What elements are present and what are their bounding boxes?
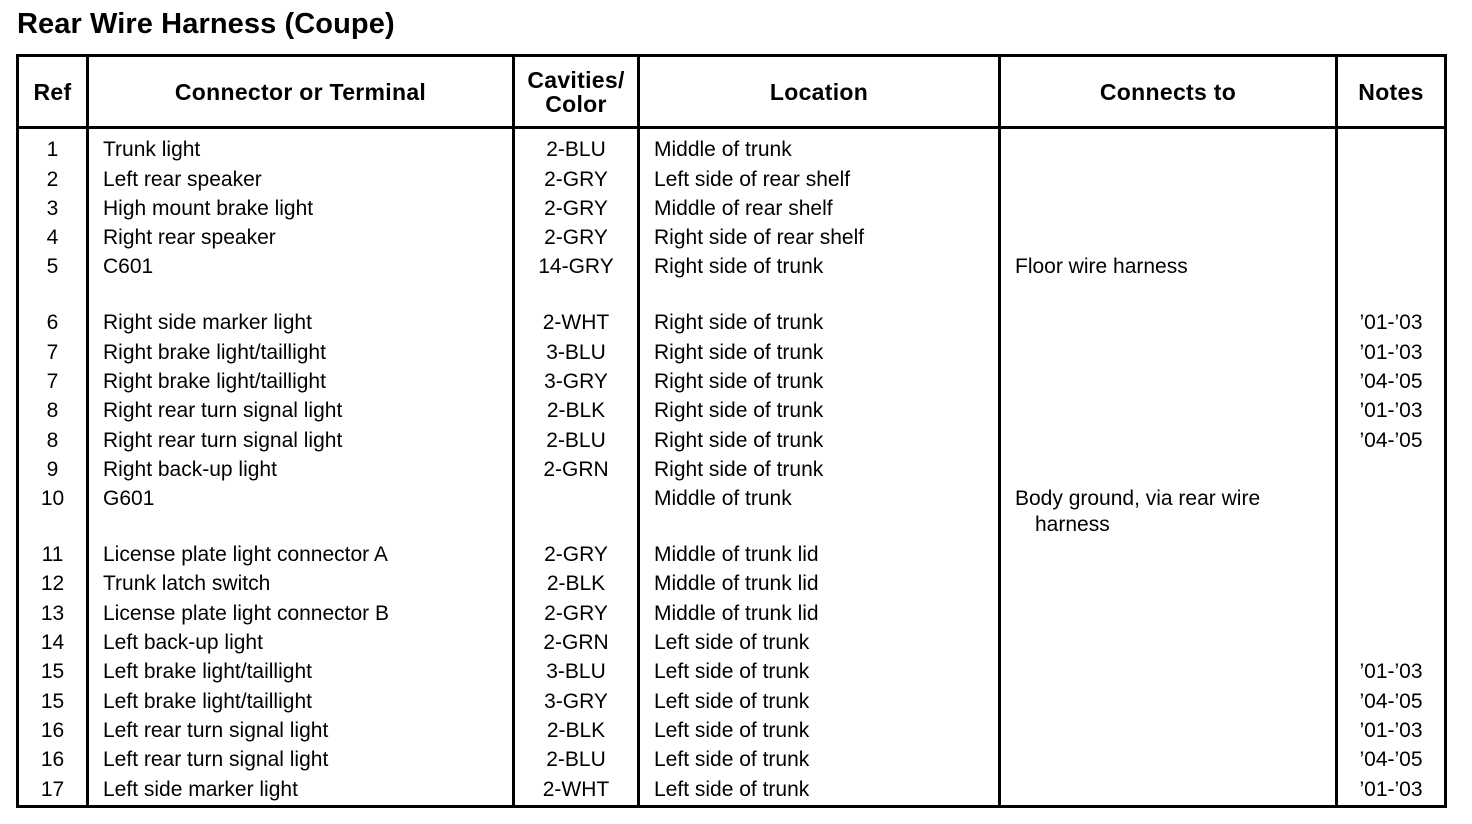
location-cell: Left side of trunk [639, 716, 1000, 745]
notes-cell [1337, 223, 1446, 252]
location-cell: Left side of trunk [639, 745, 1000, 774]
connector-cell: High mount brake light [88, 194, 514, 223]
connector-cell: License plate light connector A [88, 540, 514, 569]
cavities-cell [514, 484, 639, 540]
table-row [18, 426, 1446, 455]
table-row [18, 484, 1446, 540]
cavities-cell: 3-BLU [514, 338, 639, 367]
cavities-cell: 2-GRY [514, 165, 639, 194]
ref-cell: 13 [18, 599, 88, 628]
table-row [18, 599, 1446, 628]
column-header-cavities-line2: Color [545, 90, 607, 117]
ref-cell: 16 [18, 745, 88, 774]
ref-cell: 4 [18, 223, 88, 252]
connects-to-cell [1000, 367, 1337, 396]
cavities-cell: 2-WHT [514, 308, 639, 337]
cavities-cell: 2-GRY [514, 223, 639, 252]
location-cell: Right side of trunk [639, 308, 1000, 337]
connector-cell: Left side marker light [88, 775, 514, 807]
notes-cell [1337, 128, 1446, 165]
connects-to-cell [1000, 194, 1337, 223]
ref-cell: 16 [18, 716, 88, 745]
connects-to-cell [1000, 426, 1337, 455]
column-header-notes: Notes [1337, 56, 1446, 128]
column-header-cavities [514, 56, 639, 128]
notes-cell: ’01-’03 [1337, 338, 1446, 367]
table-row [18, 657, 1446, 686]
location-cell: Right side of rear shelf [639, 223, 1000, 252]
location-cell: Right side of trunk [639, 338, 1000, 367]
ref-cell: 3 [18, 194, 88, 223]
connector-cell: Left rear speaker [88, 165, 514, 194]
location-cell: Middle of trunk lid [639, 569, 1000, 598]
notes-cell: ’01-’03 [1337, 716, 1446, 745]
cavities-cell: 2-GRN [514, 628, 639, 657]
column-header-cavities-line1: Cavities/ [527, 66, 625, 93]
table-row [18, 569, 1446, 598]
location-cell: Middle of rear shelf [639, 194, 1000, 223]
connector-cell: Right back-up light [88, 455, 514, 484]
connects-to-cell [1000, 223, 1337, 252]
table-row [18, 194, 1446, 223]
location-cell: Left side of trunk [639, 657, 1000, 686]
table-row [18, 687, 1446, 716]
location-cell: Right side of trunk [639, 367, 1000, 396]
connects-to-text: Body ground, via rear wire [1015, 487, 1261, 511]
table-row [18, 716, 1446, 745]
page-title: Rear Wire Harness (Coupe) [17, 8, 395, 40]
connects-to-cell [1000, 455, 1337, 484]
notes-cell [1337, 252, 1446, 308]
connects-to-cell [1000, 540, 1337, 569]
connects-to-cell [1000, 165, 1337, 194]
notes-cell: ’01-’03 [1337, 775, 1446, 807]
table-row [18, 308, 1446, 337]
connector-cell: Left back-up light [88, 628, 514, 657]
connector-cell: Right side marker light [88, 308, 514, 337]
location-cell: Left side of trunk [639, 628, 1000, 657]
location-cell: Right side of trunk [639, 252, 1000, 308]
notes-cell [1337, 599, 1446, 628]
ref-cell: 15 [18, 687, 88, 716]
ref-cell: 10 [18, 484, 88, 540]
location-cell: Left side of trunk [639, 775, 1000, 807]
cavities-cell: 2-BLU [514, 745, 639, 774]
connector-cell: Right brake light/taillight [88, 367, 514, 396]
cavities-cell: 2-BLK [514, 569, 639, 598]
cavities-cell: 2-BLU [514, 128, 639, 165]
connects-to-continuation: harness [1035, 513, 1110, 537]
connects-to-cell [1000, 657, 1337, 686]
notes-cell [1337, 455, 1446, 484]
location-cell: Middle of trunk lid [639, 540, 1000, 569]
column-header-ref: Ref [18, 56, 88, 128]
connects-to-cell [1000, 628, 1337, 657]
notes-cell: ’04-’05 [1337, 687, 1446, 716]
connector-cell: G601 [88, 484, 514, 540]
connects-to-cell [1000, 308, 1337, 337]
cavities-cell: 2-GRY [514, 540, 639, 569]
connector-cell: Right rear turn signal light [88, 426, 514, 455]
notes-cell [1337, 484, 1446, 540]
wire-harness-table [16, 54, 1447, 808]
connector-cell: Trunk light [88, 128, 514, 165]
location-cell: Left side of trunk [639, 687, 1000, 716]
ref-cell: 8 [18, 426, 88, 455]
table-row [18, 628, 1446, 657]
table-row [18, 223, 1446, 252]
connects-to-cell [1000, 687, 1337, 716]
connects-to-cell: Floor wire harness [1000, 252, 1337, 308]
connector-cell: C601 [88, 252, 514, 308]
column-header-connects-to: Connects to [1000, 56, 1337, 128]
ref-cell: 12 [18, 569, 88, 598]
cavities-cell: 2-BLU [514, 426, 639, 455]
table-row [18, 745, 1446, 774]
cavities-cell: 2-WHT [514, 775, 639, 807]
cavities-cell: 3-GRY [514, 367, 639, 396]
ref-cell: 2 [18, 165, 88, 194]
ref-cell: 9 [18, 455, 88, 484]
connects-to-cell [1000, 396, 1337, 425]
table-row [18, 338, 1446, 367]
cavities-cell: 2-GRY [514, 599, 639, 628]
connector-cell: Right rear turn signal light [88, 396, 514, 425]
ref-cell: 7 [18, 367, 88, 396]
connector-cell: Left rear turn signal light [88, 716, 514, 745]
connector-cell: Trunk latch switch [88, 569, 514, 598]
connector-cell: Right rear speaker [88, 223, 514, 252]
ref-cell: 17 [18, 775, 88, 807]
location-cell: Left side of rear shelf [639, 165, 1000, 194]
connects-to-cell [1000, 484, 1337, 540]
cavities-cell: 2-BLK [514, 716, 639, 745]
connector-cell: License plate light connector B [88, 599, 514, 628]
notes-cell: ’04-’05 [1337, 367, 1446, 396]
cavities-cell: 14-GRY [514, 252, 639, 308]
location-cell: Middle of trunk [639, 128, 1000, 165]
cavities-cell: 2-GRY [514, 194, 639, 223]
connects-to-cell [1000, 338, 1337, 367]
notes-cell [1337, 194, 1446, 223]
table-row [18, 128, 1446, 165]
table-row [18, 396, 1446, 425]
notes-cell: ’01-’03 [1337, 396, 1446, 425]
notes-cell: ’01-’03 [1337, 308, 1446, 337]
cavities-cell: 3-BLU [514, 657, 639, 686]
notes-cell: ’01-’03 [1337, 657, 1446, 686]
notes-cell: ’04-’05 [1337, 426, 1446, 455]
location-cell: Right side of trunk [639, 455, 1000, 484]
ref-cell: 7 [18, 338, 88, 367]
ref-cell: 5 [18, 252, 88, 308]
table-row [18, 455, 1446, 484]
notes-cell [1337, 569, 1446, 598]
connector-cell: Right brake light/taillight [88, 338, 514, 367]
cavities-cell: 2-GRN [514, 455, 639, 484]
ref-cell: 1 [18, 128, 88, 165]
cavities-cell: 2-BLK [514, 396, 639, 425]
ref-cell: 11 [18, 540, 88, 569]
table-row [18, 775, 1446, 807]
column-header-location: Location [639, 56, 1000, 128]
notes-cell [1337, 540, 1446, 569]
connects-to-cell [1000, 775, 1337, 807]
ref-cell: 6 [18, 308, 88, 337]
location-cell: Middle of trunk [639, 484, 1000, 540]
cavities-cell: 3-GRY [514, 687, 639, 716]
connector-cell: Left brake light/taillight [88, 657, 514, 686]
ref-cell: 14 [18, 628, 88, 657]
connector-cell: Left rear turn signal light [88, 745, 514, 774]
table-row [18, 367, 1446, 396]
notes-cell: ’04-’05 [1337, 745, 1446, 774]
notes-cell [1337, 628, 1446, 657]
column-header-connector: Connector or Terminal [88, 56, 514, 128]
location-cell: Right side of trunk [639, 396, 1000, 425]
connector-cell: Left brake light/taillight [88, 687, 514, 716]
notes-cell [1337, 165, 1446, 194]
connects-to-cell [1000, 716, 1337, 745]
table-row [18, 252, 1446, 308]
ref-cell: 15 [18, 657, 88, 686]
table-row [18, 540, 1446, 569]
table-header-row [18, 56, 1446, 128]
connects-to-cell [1000, 569, 1337, 598]
connects-to-cell [1000, 128, 1337, 165]
connects-to-cell [1000, 745, 1337, 774]
table-row [18, 165, 1446, 194]
connects-to-cell [1000, 599, 1337, 628]
ref-cell: 8 [18, 396, 88, 425]
location-cell: Right side of trunk [639, 426, 1000, 455]
location-cell: Middle of trunk lid [639, 599, 1000, 628]
